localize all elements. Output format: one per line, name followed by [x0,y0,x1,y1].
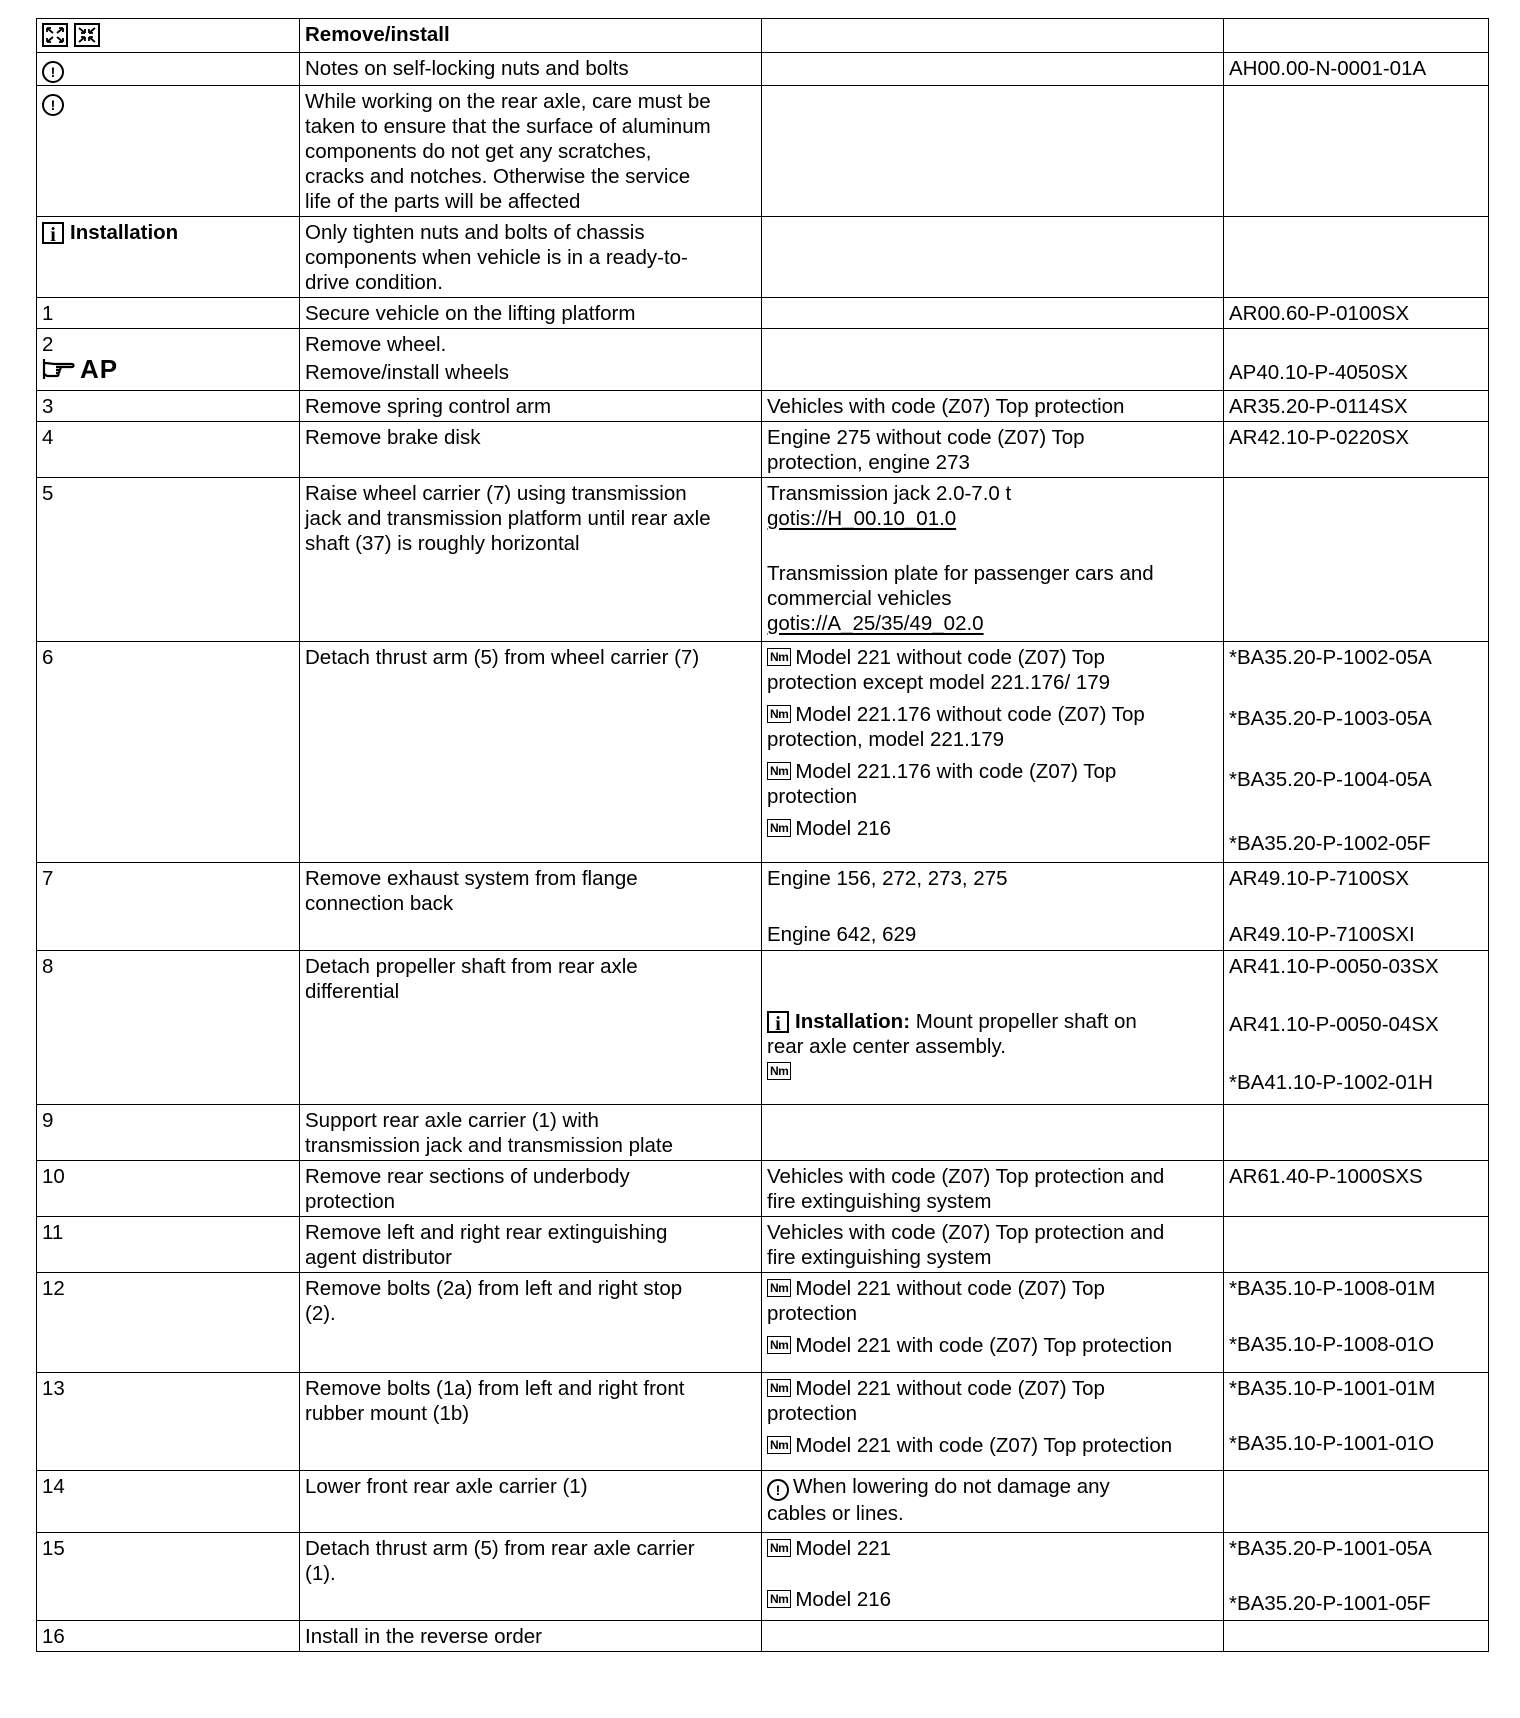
reference-link[interactable]: AR49.10-P-7100SX [1229,867,1410,890]
step-row: 10 Remove rear sections of underbody protection Vehicles with code (Z07) Top protection and fire extinguishing system AR61.40-P-1000SXS [37,1161,1489,1217]
step-number: 8 [37,951,300,1105]
step-text: Detach thrust arm (5) from wheel carrier (7) [300,642,762,863]
step-row: 6 Detach thrust arm (5) from wheel carrier (7) Nm Model 221 without code (Z07) Top protection except model 221.176/ 179 Nm Model 221.176 without code (Z07) Top protection, model 221.179 Nm Model 221.176 with code (Z07) Top protection Nm Model 216 *BA35.20-P-1002-05A *BA35.20-P-1003-05A *BA35.20-P-1004-05A *BA35.20-P-1002-05F [37,642,1489,863]
step-number: 4 [37,422,300,478]
collapse-all-icon[interactable] [74,23,100,47]
reference-link[interactable]: AR42.10-P-0220SX [1224,422,1489,478]
note-text: Notes on self-locking nuts and bolts [300,53,762,86]
step-number: 11 [37,1217,300,1273]
reference-link[interactable]: AR41.10-P-0050-04SX [1229,1013,1439,1036]
note-row: ! While working on the rear axle, care must be taken to ensure that the surface of aluminum components do not get any scratches, cracks and notches. Otherwise the service life of the parts will be affected [37,86,1489,217]
step-row [37,329,1489,391]
tool-link[interactable]: gotis://H_00.10_01.0 [767,507,957,530]
step-row: 8 Detach propeller shaft from rear axle differential i Installation: Mount propeller shaft on rear axle center assembly. Nm AR41.10-P-0050-03SX AR41.10-P-0050-04SX *BA41.10-P-1002-01H [37,951,1489,1105]
tool-link[interactable]: gotis://A_25/35/49_02.0 [767,612,984,635]
ap-text: Remove/install wheels [305,361,509,384]
reference-link[interactable]: *BA35.20-P-1001-05F [1229,1592,1431,1615]
caution-icon: ! [42,94,64,116]
torque-icon[interactable]: Nm [767,648,791,666]
torque-icon[interactable]: Nm [767,1279,791,1297]
torque-icon[interactable]: Nm [767,1436,791,1454]
ap-label: AP [80,354,119,384]
step-row: 14 Lower front rear axle carrier (1) ! When lowering do not damage any cables or lines. [37,1471,1489,1533]
reference-link[interactable]: AH00.00-N-0001-01A [1224,53,1489,86]
ap-link[interactable] [42,354,295,384]
reference-link[interactable]: *BA35.20-P-1003-05A [1229,707,1432,730]
step-row [37,391,1489,422]
step-text: Remove spring control arm [300,391,762,422]
torque-icon[interactable]: Nm [767,1590,791,1608]
step-text: Lower front rear axle carrier (1) [300,1471,762,1533]
reference-link[interactable]: *BA35.20-P-1001-05A [1229,1537,1432,1560]
reference-link[interactable]: AR00.60-P-0100SX [1224,298,1489,329]
reference-link[interactable]: *BA41.10-P-1002-01H [1229,1071,1433,1094]
info-icon: i [767,1011,789,1033]
note-row [37,53,1489,86]
reference-link[interactable]: AP40.10-P-4050SX [1229,361,1408,384]
reference-link[interactable]: AR35.20-P-0114SX [1224,391,1489,422]
step-text: Remove wheel. [305,333,447,356]
caution-icon: ! [767,1479,789,1501]
reference-link[interactable]: *BA35.20-P-1002-05A [1229,646,1432,669]
step-row: 9 Support rear axle carrier (1) with transmission jack and transmission plate [37,1105,1489,1161]
step-row: 12 Remove bolts (2a) from left and right stop (2). Nm Model 221 without code (Z07) Top protection Nm Model 221 with code (Z07) Top protection *BA35.10-P-1008-01M *BA35.10-P-1008-01O [37,1273,1489,1373]
step-number: 9 [37,1105,300,1161]
torque-icon[interactable]: Nm [767,1379,791,1397]
torque-icon[interactable]: Nm [767,1539,791,1557]
reference-link[interactable]: AR49.10-P-7100SXI [1229,923,1415,946]
step-number: 7 [37,863,300,951]
step-row: 4 Remove brake disk Engine 275 without code (Z07) Top protection, engine 273 AR42.10-P-0220SX [37,422,1489,478]
torque-icon[interactable]: Nm [767,762,791,780]
torque-icon[interactable]: Nm [767,705,791,723]
step-text: Remove brake disk [300,422,762,478]
reference-link[interactable]: AR41.10-P-0050-03SX [1229,955,1439,978]
step-number: 10 [37,1161,300,1217]
step-row: 7 Remove exhaust system from flange connection back Engine 156, 272, 273, 275 Engine 642, 629 AR49.10-P-7100SX AR49.10-P-7100SXI [37,863,1489,951]
step-number: 14 [37,1471,300,1533]
reference-link[interactable]: *BA35.10-P-1008-01O [1229,1333,1435,1356]
installation-label: Installation [70,221,179,244]
reference-link[interactable]: *BA35.10-P-1001-01O [1229,1432,1435,1455]
torque-icon[interactable]: Nm [767,1062,791,1080]
step-text: Secure vehicle on the lifting platform [300,298,762,329]
step-number: 6 [37,642,300,863]
header-icons-cell[interactable] [37,19,300,53]
torque-icon[interactable]: Nm [767,819,791,837]
step-row: 13 Remove bolts (1a) from left and right front rubber mount (1b) Nm Model 221 without code (Z07) Top protection Nm Model 221 with code (Z07) Top protection *BA35.10-P-1001-01M *BA35.10-P-1001-01O [37,1373,1489,1471]
step-number: 13 [37,1373,300,1471]
step-number: 12 [37,1273,300,1373]
header-row [37,19,1489,53]
step-number: 16 [37,1621,300,1652]
info-icon: i [42,222,64,244]
step-row: 15 Detach thrust arm (5) from rear axle carrier (1). Nm Model 221 Nm Model 216 *BA35.20-P-1001-05A *BA35.20-P-1001-05F [37,1533,1489,1621]
tool-name: Transmission plate for passenger cars and [767,562,1154,585]
reference-link[interactable]: *BA35.10-P-1008-01M [1229,1277,1436,1300]
tool-name: Transmission jack 2.0-7.0 t [767,482,1012,505]
step-number: 15 [37,1533,300,1621]
step-number: 3 [37,391,300,422]
caution-icon: ! [42,61,64,83]
pointing-hand-icon [42,357,76,381]
step-number: 5 [37,478,300,642]
step-row [37,298,1489,329]
reference-link[interactable]: *BA35.20-P-1002-05F [1229,832,1431,855]
installation-note-row: i Installation Only tighten nuts and bolts of chassis components when vehicle is in a ready-to- drive condition. [37,217,1489,298]
step-row: 5 Raise wheel carrier (7) using transmission jack and transmission platform until rear axle shaft (37) is roughly horizontal Transmission jack 2.0-7.0 t gotis://H_00.10_01.0 Transmission plate for passenger cars and commercial vehicles gotis://A_25/35/49_02.0 [37,478,1489,642]
step-number: 2 [42,333,54,356]
reference-link[interactable]: *BA35.10-P-1001-01M [1229,1377,1436,1400]
expand-all-icon[interactable] [42,23,68,47]
repair-instructions-table [36,18,1489,1652]
header-title: Remove/install [300,19,762,53]
step-text: Install in the reverse order [300,1621,762,1652]
step-note: Vehicles with code (Z07) Top protection [762,391,1224,422]
reference-link[interactable]: *BA35.20-P-1004-05A [1229,768,1432,791]
step-row: 11 Remove left and right rear extinguishing agent distributor Vehicles with code (Z07) Top protection and fire extinguishing system [37,1217,1489,1273]
reference-link[interactable]: AR61.40-P-1000SXS [1224,1161,1489,1217]
step-row [37,1621,1489,1652]
step-number: 1 [37,298,300,329]
torque-icon[interactable]: Nm [767,1336,791,1354]
